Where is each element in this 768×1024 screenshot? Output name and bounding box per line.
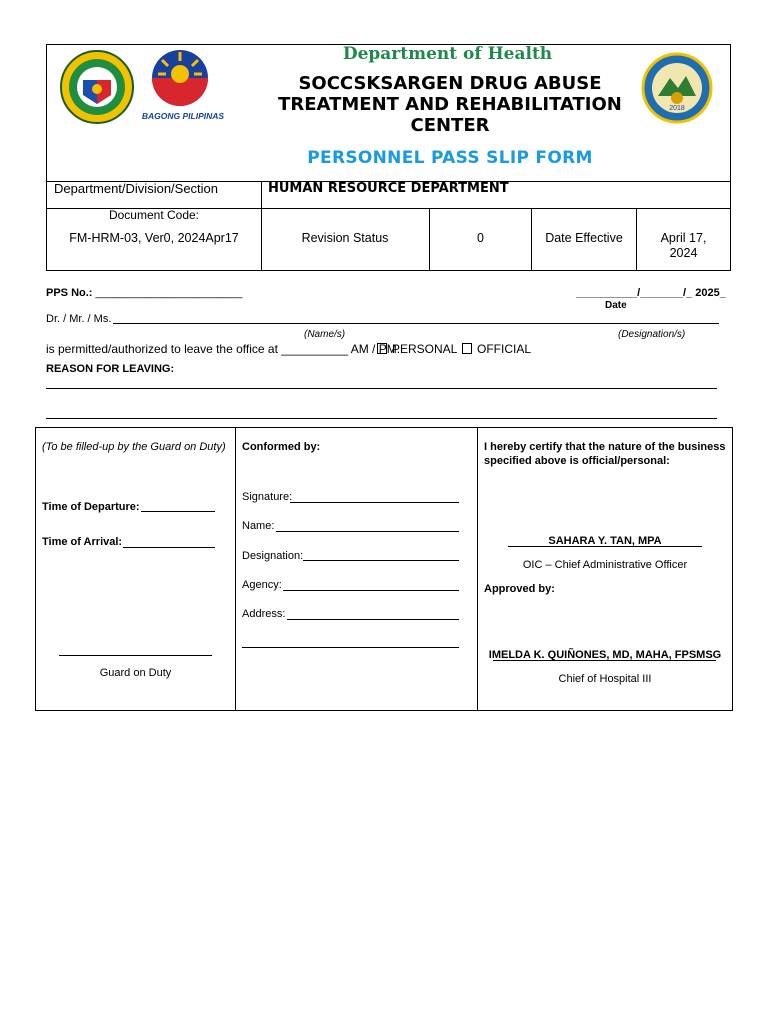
name-prefix: Dr. / Mr. / Ms. [46, 313, 112, 325]
name-designation-field[interactable] [113, 323, 719, 324]
reason-line[interactable] [46, 388, 717, 389]
time-blank[interactable]: __________ [281, 342, 349, 356]
revision-status-label: Revision Status [301, 231, 389, 245]
certifier-name: SAHARA Y. TAN, MPA [548, 535, 662, 547]
agency-field[interactable] [283, 590, 459, 591]
signature-field[interactable] [290, 502, 459, 503]
name-field[interactable] [276, 531, 459, 532]
permit-text: is permitted/authorized to leave the office at [46, 342, 278, 356]
column-divider [261, 181, 262, 270]
document-code-value: FM-HRM-03, Ver0, 2024Apr17 [69, 231, 239, 245]
guard-instruction: (To be filled-up by the Guard on Duty) [42, 441, 226, 453]
date-label: Date [605, 300, 627, 311]
official-option[interactable] [462, 342, 531, 356]
seal-year: 2018 [669, 105, 685, 112]
section-value: HUMAN RESOURCE DEPARTMENT [268, 181, 509, 196]
pps-blank: ________________________ [95, 287, 243, 299]
designation-label: Designation: [242, 550, 304, 562]
center-name-line: SOCCSKSARGEN DRUG ABUSE [298, 73, 602, 94]
date-effective-month-day: April 17, [660, 231, 707, 245]
approved-label: Approved by: [484, 583, 555, 595]
revision-status-value: 0 [477, 231, 484, 245]
signature-label: Signature: [242, 491, 293, 503]
date-effective-value [637, 231, 730, 261]
personal-label: PERSONAL [392, 342, 458, 356]
department-heading: Department of Health [342, 44, 553, 64]
official-checkbox[interactable] [462, 343, 472, 354]
personal-option[interactable] [377, 342, 457, 356]
personal-checkbox[interactable] [377, 343, 387, 354]
guard-signatory: Guard on Duty [99, 667, 172, 679]
permit-line [46, 342, 400, 356]
designation-field[interactable] [303, 560, 459, 561]
arrival-time-field[interactable] [123, 547, 215, 548]
departure-label: Time of Departure: [42, 501, 140, 513]
doh-seal-logo [59, 50, 137, 124]
address-field-continued[interactable] [242, 647, 459, 648]
date-field[interactable]: __________/_______/_ 2025_ [576, 287, 726, 299]
departure-time-field[interactable] [141, 511, 215, 512]
agency-label: Agency: [242, 579, 282, 591]
conformed-heading: Conformed by: [242, 441, 321, 453]
date-effective-label: Date Effective [545, 231, 623, 245]
section-label: Department/Division/Section [54, 181, 219, 196]
arrival-label: Time of Arrival: [42, 536, 123, 548]
reason-label: REASON FOR LEAVING: [46, 363, 175, 375]
pps-number-field[interactable] [46, 287, 242, 299]
name-caption: (Name/s) [304, 329, 346, 340]
approver-name: IMELDA K. QUIÑONES, MD, MAHA, FPSMSG [488, 649, 722, 661]
official-label: OFFICIAL [477, 342, 532, 356]
guard-signature-line[interactable] [59, 655, 212, 656]
designation-caption: (Designation/s) [618, 329, 686, 340]
bagong-pilipinas-logo [140, 48, 225, 124]
treatment-center-seal-logo [636, 52, 718, 124]
center-name-line: CENTER [410, 115, 490, 136]
address-field[interactable] [287, 619, 459, 620]
date-effective-year: 2024 [669, 246, 698, 260]
column-divider [235, 428, 236, 710]
address-label: Address: [242, 608, 286, 620]
certification-statement: I hereby certify that the nature of the business specified above is official/personal: [484, 441, 726, 467]
name-label: Name: [242, 520, 275, 532]
document-code-label: Document Code: [108, 208, 200, 222]
bagong-pilipinas-text: BAGONG PILIPINAS [141, 111, 225, 121]
approver-title: Chief of Hospital III [558, 673, 652, 685]
reason-line[interactable] [46, 418, 717, 419]
pps-label: PPS No.: [46, 287, 93, 299]
form-title: PERSONNEL PASS SLIP FORM [307, 148, 593, 168]
am-pm: AM / PM. [350, 342, 401, 356]
certifier-title: OIC – Chief Administrative Officer [522, 559, 688, 571]
center-name [265, 73, 635, 136]
center-name-line: TREATMENT AND REHABILITATION [278, 94, 622, 115]
